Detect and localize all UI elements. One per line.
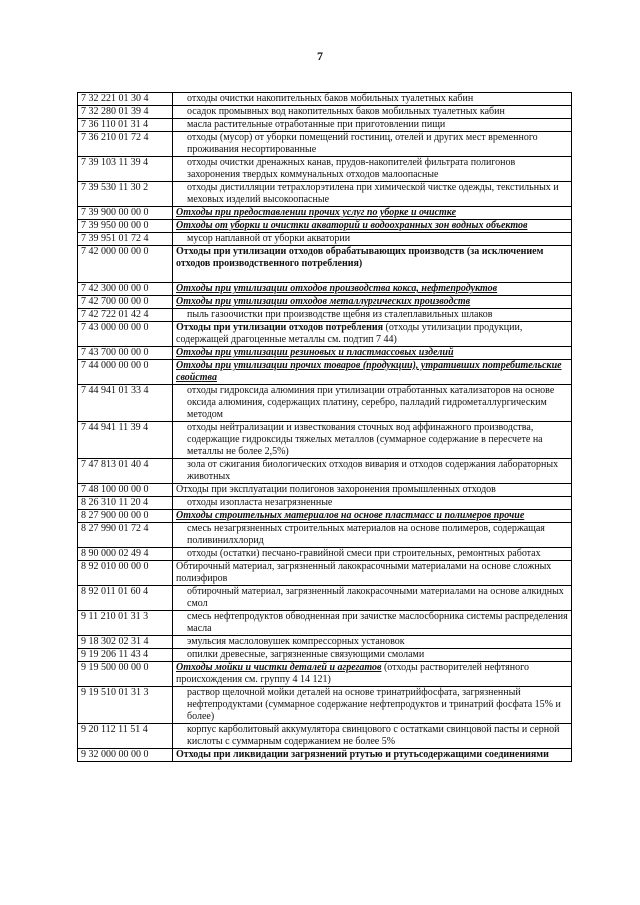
waste-description: корпус карболитовый аккумулятора свинцового с остатками свинцовой пасты и серной кислоты с суммарным содержанием не более 5% — [173, 724, 572, 749]
waste-code: 7 39 951 01 72 4 — [78, 233, 173, 246]
waste-description: раствор щелочной мойки деталей на основе тринатрийфосфата, загрязненный нефтепродуктами (суммарное содержание нефтепродуктов и тринатрий фосфата 15% и более) — [173, 687, 572, 724]
waste-description: масла растительные отработанные при приготовлении пищи — [173, 119, 572, 132]
table-row — [78, 233, 572, 246]
table-row — [78, 687, 572, 724]
page-number: 7 — [317, 49, 323, 63]
table-row — [78, 510, 572, 523]
waste-description: пыль газоочистки при производстве щебня из сталеплавильных шлаков — [173, 309, 572, 322]
waste-code: 9 11 210 01 31 3 — [78, 611, 173, 636]
waste-code: 7 42 722 01 42 4 — [78, 309, 173, 322]
waste-description: Отходы при утилизации отходов металлургических производств — [173, 296, 572, 309]
waste-code: 9 19 206 11 43 4 — [78, 649, 173, 662]
waste-code: 7 48 100 00 00 0 — [78, 484, 173, 497]
table-row — [78, 182, 572, 207]
waste-code: 7 43 700 00 00 0 — [78, 347, 173, 360]
waste-description: отходы (остатки) песчано-гравийной смеси при строительных, ремонтных работах — [173, 548, 572, 561]
waste-code: 7 36 210 01 72 4 — [78, 132, 173, 157]
waste-code: 8 27 900 00 00 0 — [78, 510, 173, 523]
waste-description: отходы дистилляции тетрахлорэтилена при химической чистке одежды, текстильных и меховых изделий высокоопасные — [173, 182, 572, 207]
table-row — [78, 749, 572, 762]
group-heading: Отходы мойки и чистки деталей и агрегатов — [176, 662, 382, 673]
waste-code: 8 92 010 00 00 0 — [78, 561, 173, 586]
group-heading: Отходы при утилизации отходов потребления — [176, 322, 384, 333]
table-row — [78, 207, 572, 220]
waste-code: 9 19 500 00 00 0 — [78, 662, 173, 687]
table-row — [78, 360, 572, 385]
waste-code: 8 92 011 01 60 4 — [78, 586, 173, 611]
waste-description — [173, 322, 572, 347]
waste-code: 7 39 950 00 00 0 — [78, 220, 173, 233]
table-row — [78, 662, 572, 687]
waste-code: 7 42 700 00 00 0 — [78, 296, 173, 309]
table-row — [78, 586, 572, 611]
waste-description: Отходы при утилизации отходов производства кокса, нефтепродуктов — [173, 283, 572, 296]
table-row — [78, 385, 572, 422]
group-note: (отходы растворителей нефтяного происхождения см. группу 4 14 121) — [176, 662, 529, 685]
table-row — [78, 309, 572, 322]
table-row — [78, 119, 572, 132]
table-row — [78, 157, 572, 182]
table-row — [78, 93, 572, 106]
waste-description: Отходы от уборки и очистки акваторий и водоохранных зон водных объектов — [173, 220, 572, 233]
waste-code: 7 43 000 00 00 0 — [78, 322, 173, 347]
waste-code: 7 47 813 01 40 4 — [78, 459, 173, 484]
waste-code: 7 44 941 11 39 4 — [78, 422, 173, 459]
waste-code: 9 18 302 02 31 4 — [78, 636, 173, 649]
waste-description: осадок промывных вод накопительных баков мобильных туалетных кабин — [173, 106, 572, 119]
table-row — [78, 220, 572, 233]
waste-description: отходы нейтрализации и известкования сточных вод аффинажного производства, содержащие гидроксиды тяжелых металлов (суммарное содержание в пересчете на металлы не более 2,5%) — [173, 422, 572, 459]
waste-code: 7 39 530 11 30 2 — [78, 182, 173, 207]
waste-code: 7 32 221 01 30 4 — [78, 93, 173, 106]
waste-code: 7 44 941 01 33 4 — [78, 385, 173, 422]
table-row — [78, 347, 572, 360]
waste-code: 7 39 103 11 39 4 — [78, 157, 173, 182]
table-row — [78, 523, 572, 548]
group-note: (отходы утилизации продукции, содержащей драгоценные металлы см. подтип 7 44) — [176, 322, 523, 345]
waste-description: Отходы при предоставлении прочих услуг по уборке и очистке — [173, 207, 572, 220]
waste-code: 8 27 990 01 72 4 — [78, 523, 173, 548]
waste-description — [173, 662, 572, 687]
table-row — [78, 459, 572, 484]
waste-code: 9 19 510 01 31 3 — [78, 687, 173, 724]
waste-code: 8 90 000 02 49 4 — [78, 548, 173, 561]
waste-description: отходы (мусор) от уборки помещений гостиниц, отелей и других мест временного проживания несортированные — [173, 132, 572, 157]
table-row — [78, 724, 572, 749]
waste-description: отходы очистки накопительных баков мобильных туалетных кабин — [173, 93, 572, 106]
waste-description: Отходы при эксплуатации полигонов захоронения промышленных отходов — [173, 484, 572, 497]
waste-description: Отходы при утилизации прочих товаров (продукции), утративших потребительские свойства — [173, 360, 572, 385]
table-row — [78, 132, 572, 157]
waste-code: 7 42 000 00 00 0 — [78, 246, 173, 283]
waste-description: смесь незагрязненных строительных материалов на основе полимеров, содержащая поливинилхлорид — [173, 523, 572, 548]
table-row — [78, 636, 572, 649]
table-row — [78, 497, 572, 510]
waste-description: мусор наплавной от уборки акватории — [173, 233, 572, 246]
table-row — [78, 422, 572, 459]
table-row — [78, 106, 572, 119]
waste-code: 9 32 000 00 00 0 — [78, 749, 173, 762]
waste-description: Обтирочный материал, загрязненный лакокрасочными материалами на основе сложных полиэфиров — [173, 561, 572, 586]
table-row — [78, 611, 572, 636]
waste-description: отходы гидроксида алюминия при утилизации отработанных катализаторов на основе оксида алюминия, содержащих платину, серебро, палладий гидрометаллургическим методом — [173, 385, 572, 422]
table-row — [78, 561, 572, 586]
table-row — [78, 322, 572, 347]
table-row — [78, 649, 572, 662]
table-row — [78, 548, 572, 561]
waste-classification-table — [77, 92, 572, 762]
waste-description: Отходы при утилизации резиновых и пластмассовых изделий — [173, 347, 572, 360]
waste-code: 7 36 110 01 31 4 — [78, 119, 173, 132]
waste-description: обтирочный материал, загрязненный лакокрасочными материалами на основе алкидных смол — [173, 586, 572, 611]
waste-description: Отходы при ликвидации загрязнений ртутью и ртутьсодержащими соединениями — [173, 749, 572, 762]
table-row — [78, 296, 572, 309]
waste-description: эмульсия маслоловушек компрессорных установок — [173, 636, 572, 649]
waste-description: отходы изопласта незагрязненные — [173, 497, 572, 510]
waste-description: смесь нефтепродуктов обводненная при зачистке маслосборника системы распределения масла — [173, 611, 572, 636]
waste-code: 7 32 280 01 39 4 — [78, 106, 173, 119]
table-row — [78, 283, 572, 296]
waste-code: 7 42 300 00 00 0 — [78, 283, 173, 296]
waste-description: Отходы при утилизации отходов обрабатывающих производств (за исключением отходов производственного потребления) — [173, 246, 572, 283]
waste-description: отходы очистки дренажных канав, прудов-накопителей фильтрата полигонов захоронения твердых коммунальных отходов малоопасные — [173, 157, 572, 182]
table-row — [78, 246, 572, 283]
waste-code: 7 39 900 00 00 0 — [78, 207, 173, 220]
waste-description: зола от сжигания биологических отходов вивария и отходов содержания лабораторных животных — [173, 459, 572, 484]
waste-code: 7 44 000 00 00 0 — [78, 360, 173, 385]
waste-description: Отходы строительных материалов на основе пластмасс и полимеров прочие — [173, 510, 572, 523]
waste-code: 9 20 112 11 51 4 — [78, 724, 173, 749]
waste-code: 8 26 310 11 20 4 — [78, 497, 173, 510]
waste-description: опилки древесные, загрязненные связующими смолами — [173, 649, 572, 662]
table-row — [78, 484, 572, 497]
